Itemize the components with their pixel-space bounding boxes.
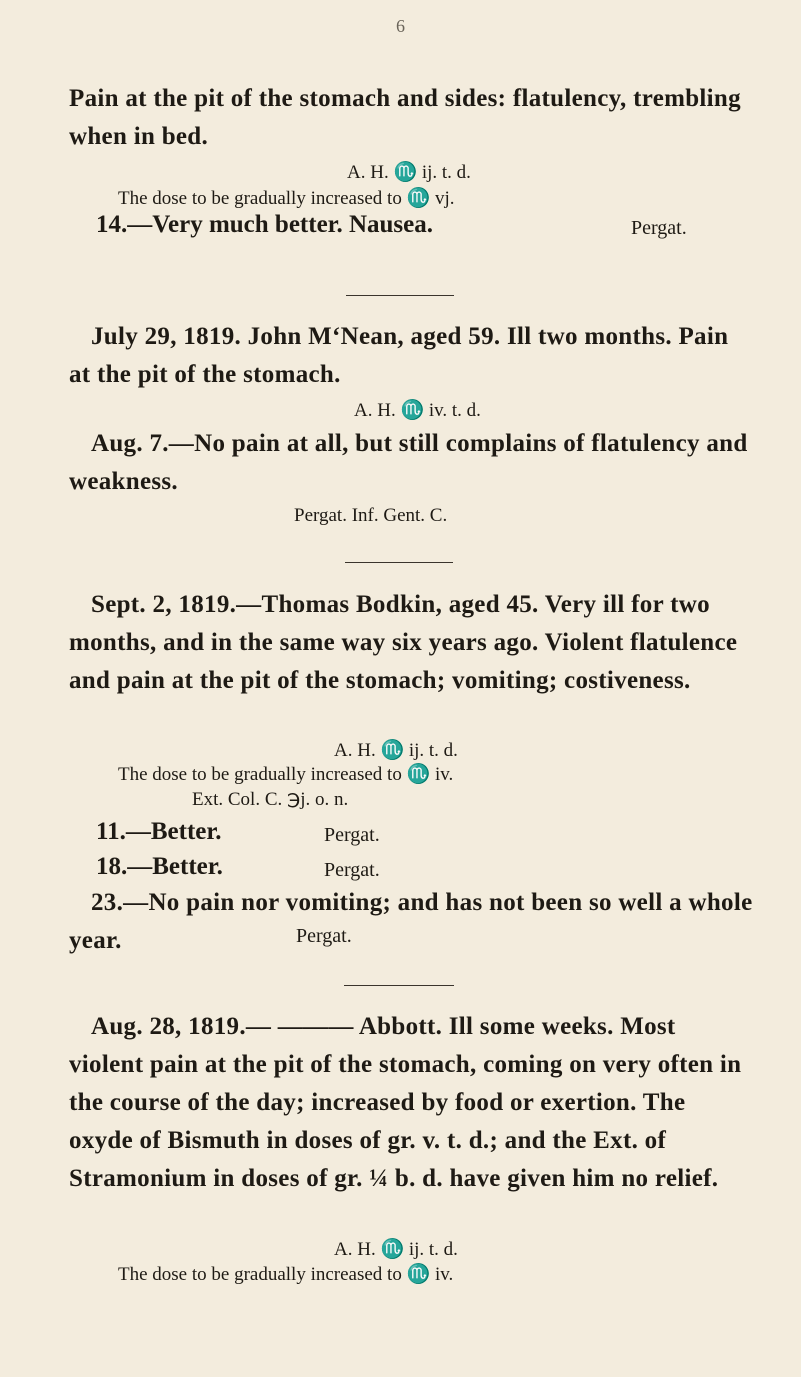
- entry3-extract: Ext. Col. C. ℈j. o. n.: [192, 789, 349, 810]
- entry1-prescription: A. H. ♏ ij. t. d.: [347, 162, 471, 183]
- section-divider: [344, 985, 454, 986]
- entry3-followup-2-pergat: Pergat.: [324, 859, 380, 881]
- section-divider: [345, 562, 453, 563]
- entry3-header: Sept. 2, 1819.—Thomas Bodkin, aged 45. Very ill for two months, and in the same way six years ago. Violent flatulence and pain at the pit of the stomach; vomiting; costiveness.: [69, 591, 738, 694]
- entry1-followup-pergat: Pergat.: [631, 217, 687, 239]
- entry2-prescription: A. H. ♏ iv. t. d.: [354, 400, 481, 421]
- entry3-final-pergat: Pergat.: [296, 925, 352, 947]
- entry3-followup-1-pergat: Pergat.: [324, 824, 380, 846]
- entry1-dose-note: The dose to be gradually increased to ♏ vj.: [118, 188, 455, 209]
- entry3-dose-note: The dose to be gradually increased to ♏ iv.: [118, 764, 454, 785]
- entry3-followup-2-text: 18.—Better.: [96, 853, 223, 880]
- entry2-followup-prescription: Pergat. Inf. Gent. C.: [294, 505, 448, 526]
- entry3-followup-1: [96, 815, 380, 849]
- entry3-prescription: A. H. ♏ ij. t. d.: [334, 740, 458, 761]
- section-divider: [346, 295, 454, 296]
- entry1-complaint: Pain at the pit of the stomach and sides: flatulency, trembling when in bed.: [69, 85, 741, 150]
- entry3-final: 23.—No pain nor vomiting; and has not been so well a whole year.: [69, 889, 753, 954]
- entry4-dose-note: The dose to be gradually increased to ♏ iv.: [118, 1264, 454, 1285]
- entry4-prescription: A. H. ♏ ij. t. d.: [334, 1239, 458, 1260]
- entry2-header: July 29, 1819. John M‘Nean, aged 59. Ill two months. Pain at the pit of the stomach.: [69, 323, 729, 388]
- page-number: 6: [396, 16, 405, 36]
- entry2-followup: Aug. 7.—No pain at all, but still complains of flatulency and weakness.: [69, 430, 748, 495]
- entry1-followup: [96, 208, 687, 242]
- entry3-followup-1-text: 11.—Better.: [96, 818, 222, 845]
- entry4-header: Aug. 28, 1819.— ——— Abbott. Ill some weeks. Most violent pain at the pit of the stomach, coming on very often in the course of the day; increased by food or exertion. The oxyde of Bismuth in doses of gr. v. t. d.; and the Ext. of Stramonium in doses of gr. ¼ b. d. have given him no relief.: [69, 1013, 742, 1192]
- entry1-followup-text: 14.—Very much better. Nausea.: [96, 211, 434, 238]
- entry3-followup-2: [96, 850, 380, 884]
